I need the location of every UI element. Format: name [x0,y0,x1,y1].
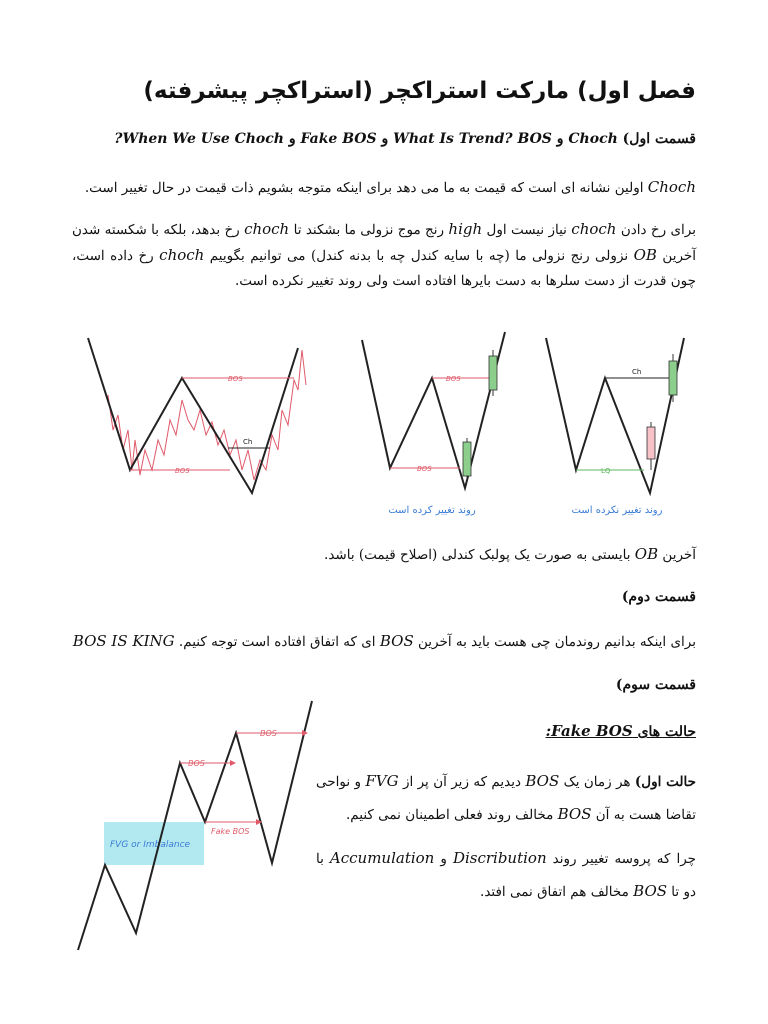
text: و نواحی تقاضا هست به آن [316,774,696,823]
paragraph-choch-conditions [72,217,696,294]
label-ch-small: Ch [243,438,253,446]
text: هر زمان یک [559,774,635,790]
green-candle [489,356,497,390]
black-price-path [362,332,505,488]
conj-and: و [288,131,296,147]
label-bos-1: BOS [188,759,205,768]
term-bos: BOS [517,131,552,147]
diagram-c [546,338,684,516]
text: رخ بدهد، بلکه با شکسته شدن آخرین [72,222,697,264]
label-fake-bos: Fake BOS [211,827,250,836]
conj-and: و [381,131,389,147]
text: چرا که پروسه تغییر روند [546,851,696,867]
text: برای اینکه بدانیم روندمان چی هست باید به آخرین [413,634,696,650]
term: Discribution [452,849,547,867]
text: دیدیم که زیر آن پر از [398,774,526,790]
case-label: حالت اول) [634,774,696,790]
text: برای رخ دادن [616,222,696,238]
pink-candle [647,427,655,459]
term: BOS [379,632,414,650]
section-3-heading: قسمت سوم) [615,677,696,693]
label-bos-bottom: BOS [417,465,432,473]
text: رنج موج نزولی ما بشکند تا [289,222,449,238]
text: نزولی رنج نزولی ما (چه با سایه کندل چه با بدنه کندل) می توانیم بگوییم [204,248,634,264]
text: و [434,851,453,867]
term: OB [633,246,657,264]
text: حالت های [632,724,696,740]
green-candle [463,442,471,476]
figure-choch-diagrams [80,330,700,525]
section-1-heading [114,131,696,147]
text: رخ داده است، چون قدرت از دست سلرها به دست بایرها افتاده است ولی روند تغییر نکرده است. [72,248,696,289]
paragraph-case-2 [316,842,696,908]
paragraph-case-1 [316,765,696,831]
term-choch: Choch [568,131,618,147]
term: BOS [557,805,592,823]
text: بایستی به صورت یک پولبک کندلی (اصلاح قیمت) باشد. [324,547,635,563]
text: با دو تا [316,851,696,900]
term: Fake BOS: [545,722,633,740]
paragraph-bos-is-king [72,629,696,655]
label-bos-2: BOS [260,729,277,738]
term: high [448,220,483,238]
label-fvg: FVG or Imbalance [110,840,191,850]
figure-fake-bos [70,695,320,955]
label-bos-top: BOS [228,375,243,383]
term: BOS IS KING [72,632,175,650]
term: FVG [365,772,399,790]
term: BOS [633,882,668,900]
term: choch [159,246,205,264]
paragraph-choch-definition [72,175,696,201]
text: آخرین [658,547,696,563]
text: مخالف روند فعلی اطمینان نمی کنیم. [345,807,558,823]
text: اولین نشانه ای است که قیمت به ما می دهد برای اینکه متوجه بشویم ذات قیمت در حال تغییر است. [84,180,648,196]
section-1-prefix: قسمت اول) [622,131,696,147]
term: Choch [647,178,696,196]
text: مخالف هم اتفاق نمی افتد. [480,884,634,900]
label-lq: LQ [601,467,611,475]
text: نیاز نیست اول [482,222,572,238]
term: choch [244,220,290,238]
arrow [230,760,236,766]
conj-and: و [556,131,564,147]
diagram-b [362,332,505,516]
caption-trend-unchanged: روند تغییر نکرده است [571,505,663,516]
caption-trend-changed: روند تغییر کرده است [388,505,476,516]
section-2-heading: قسمت دوم) [621,589,696,605]
term: BOS [525,772,560,790]
paragraph-last-ob [72,542,696,568]
term-when-we-use: When We Use Choch? [114,131,284,147]
term: OB [634,545,659,563]
label-ch: Ch [632,368,642,376]
term-what-is-trend: What Is Trend? [393,131,513,147]
page-title: فصل اول) مارکت استراکچر (استراکچر پیشرفته) [143,78,696,104]
term: choch [571,220,617,238]
diagram-a [88,338,306,493]
fake-bos-heading [546,722,696,740]
text: ای که اتفاق افتاده است توجه کنیم. [174,634,380,650]
term: Accumulation [329,849,435,867]
label-bos-top: BOS [446,375,461,383]
label-bos-bottom: BOS [175,467,190,475]
green-candle [669,361,677,395]
term-fake-bos: Fake BOS [300,131,377,147]
